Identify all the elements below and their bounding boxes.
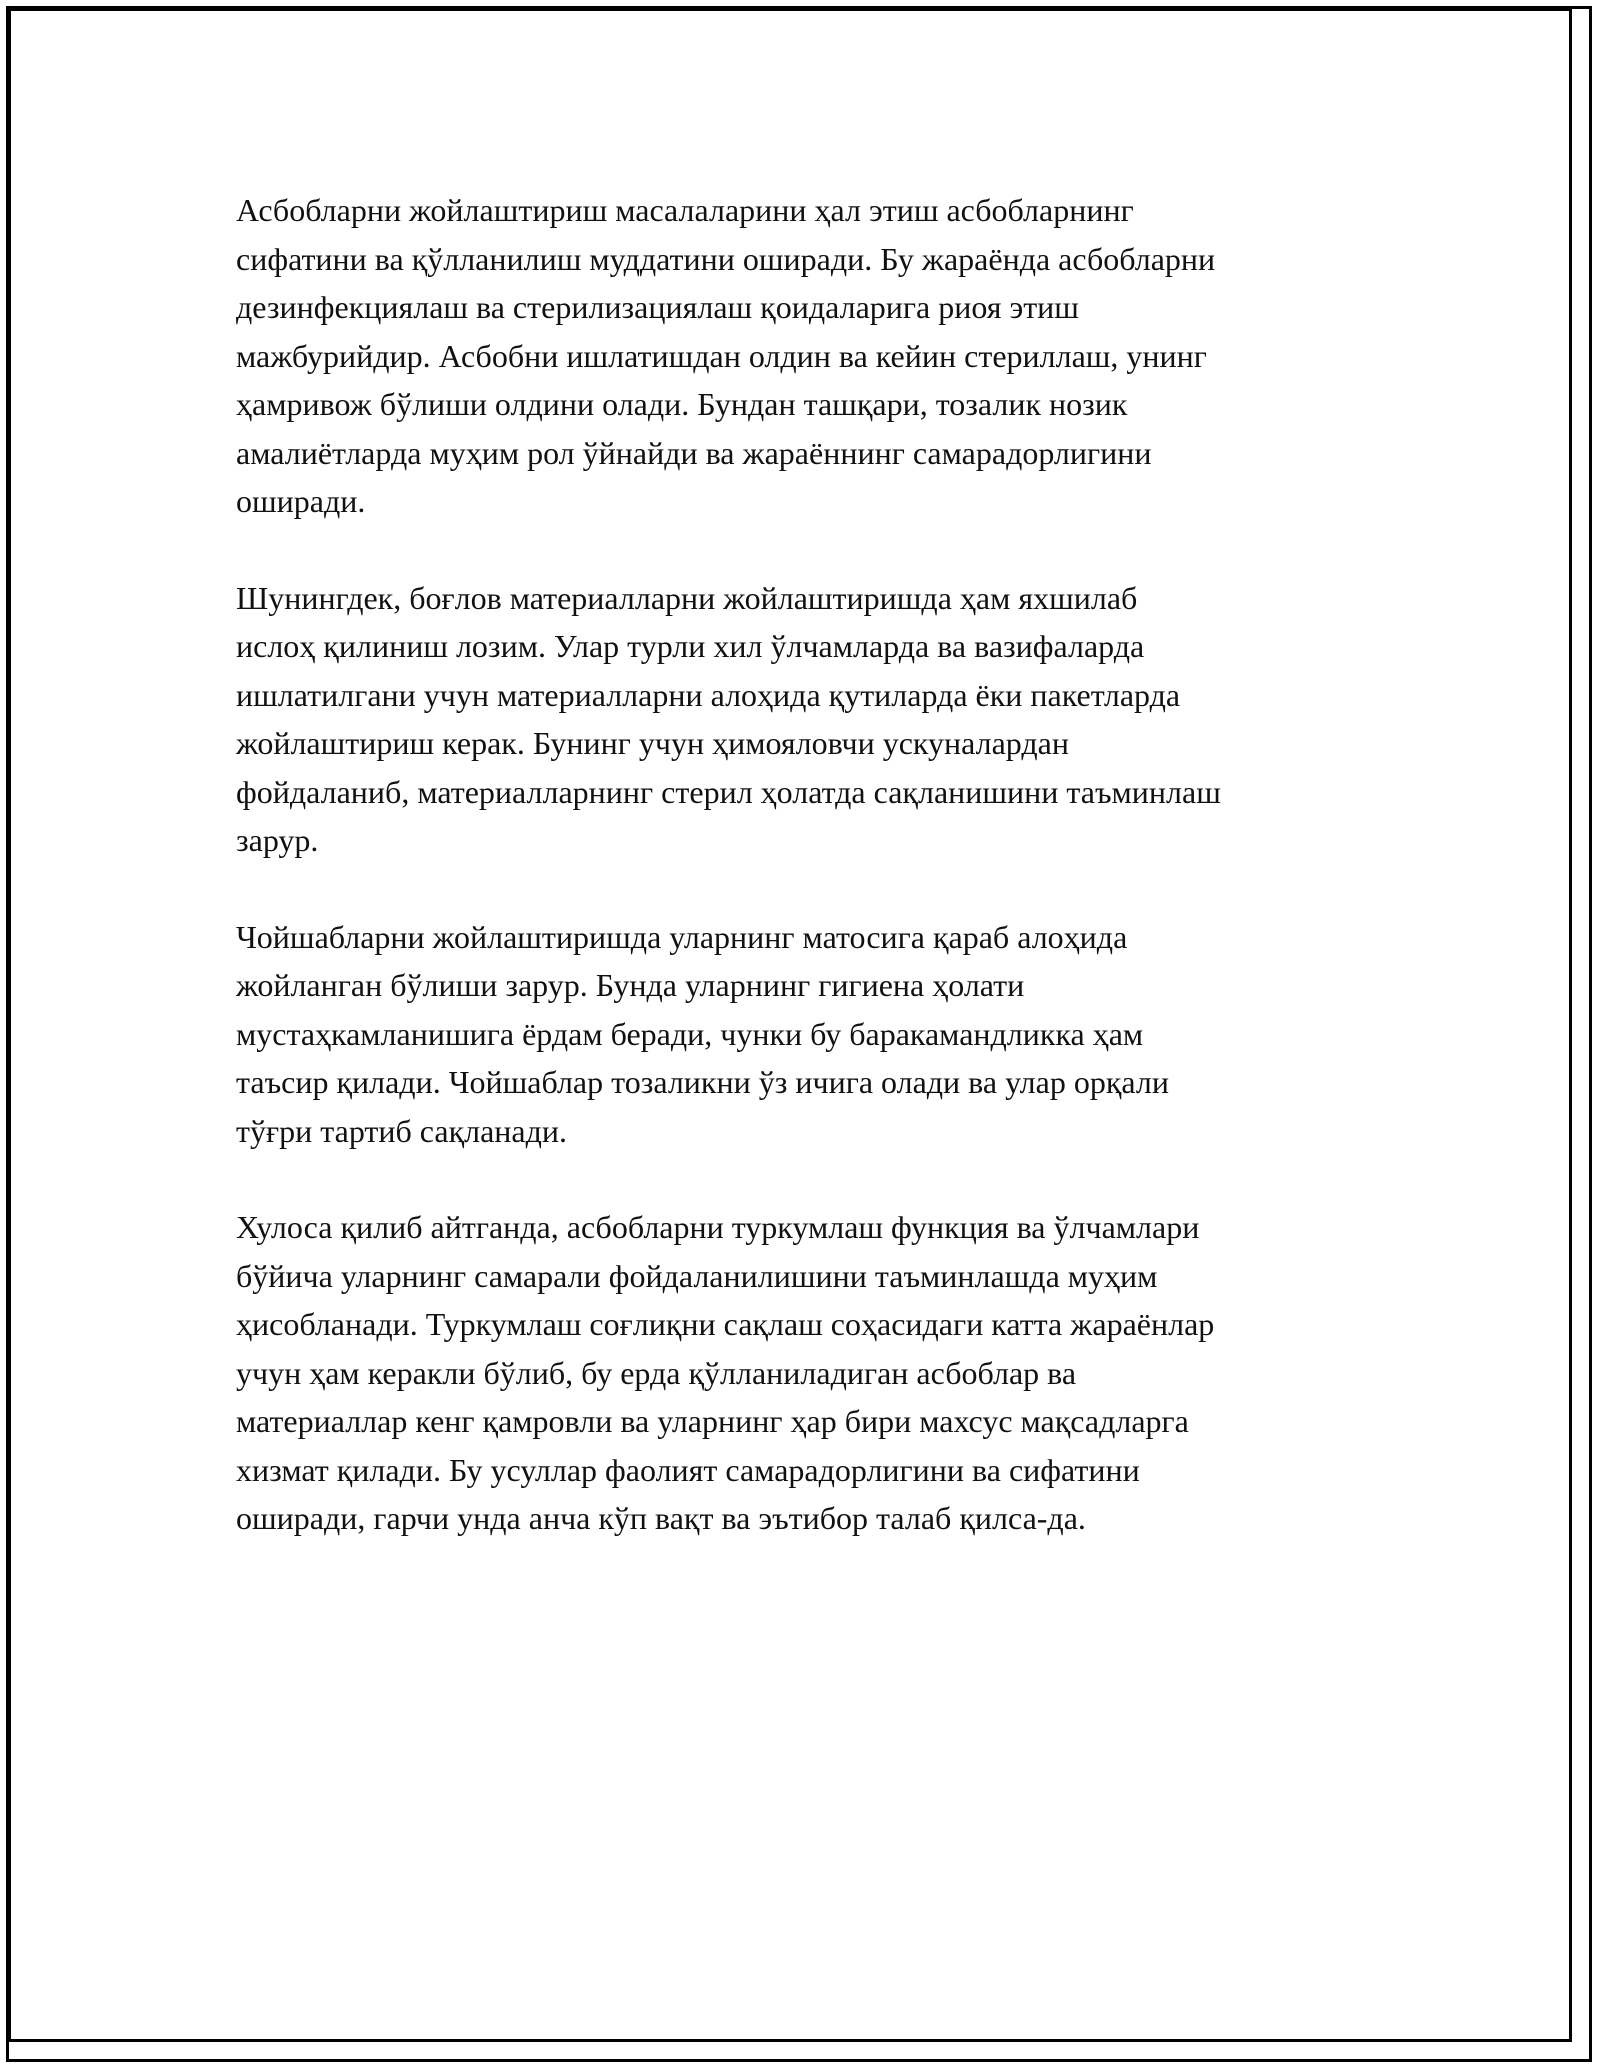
paragraph-line: Чойшабларни жойлаштиришда уларнинг матосига қараб алоҳида [236, 918, 1128, 955]
paragraph-line: бўйича уларнинг самарали фойдаланилишини таъминлашда муҳим [236, 1257, 1158, 1294]
paragraph-line: Шунингдек, боғлов материалларни жойлаштиришда ҳам яхшилаб [236, 579, 1138, 616]
paragraph-line: ҳисобланади. Туркумлаш соғлиқни сақлаш соҳасидаги катта жараёнлар [236, 1306, 1215, 1342]
paragraph-line: зарур. [236, 822, 319, 858]
paragraph-line: таъсир қилади. Чойшаблар тозаликни ўз ичига олади ва улар орқали [236, 1064, 1169, 1100]
paragraph-line: ҳамривож бўлиши олдини олади. Бундан ташқари, тозалик нозик [236, 386, 1128, 422]
paragraph-line: ишлатилгани учун материалларни алоҳида қутиларда ёки пакетларда [236, 676, 1181, 713]
document-body [236, 186, 1372, 1543]
paragraph-line: жойлаштириш керак. Бунинг учун ҳимояловчи ускуналардан [236, 725, 1069, 761]
paragraph-3 [236, 913, 1372, 1156]
paragraph-line: дезинфекциялаш ва стерилизациялаш қоидаларига риоя этиш [236, 289, 1079, 325]
paragraph-line: материаллар кенг қамровли ва уларнинг ҳар бири махсус мақсадларга [236, 1403, 1189, 1439]
paragraph-line: мажбурийдир. Асбобни ишлатишдан олдин ва кейин стериллаш, унинг [236, 337, 1207, 374]
paragraph-line: фойдаланиб, материалларнинг стерил ҳолатда сақланишини таъминлаш [236, 773, 1221, 810]
paragraph-line: ислоҳ қилиниш лозим. Улар турли хил ўлчамларда ва вазифаларда [236, 628, 1145, 664]
paragraph-line: Хулоса қилиб айтганда, асбобларни туркумлаш функция ва ўлчамлари [236, 1209, 1200, 1245]
paragraph-line: учун ҳам керакли бўлиб, бу ерда қўлланиладиган асбоблар ва [236, 1354, 1077, 1391]
paragraph-line: Асбобларни жойлаштириш масалаларини ҳал этиш асбобларнинг [236, 192, 1134, 228]
paragraph-line: жойланган бўлиши зарур. Бунда уларнинг гигиена ҳолати [236, 967, 1025, 1003]
paragraph-1 [236, 186, 1372, 526]
paragraph-4 [236, 1203, 1372, 1543]
paragraph-line: тўғри тартиб сақланади. [236, 1112, 568, 1149]
paragraph-line: амалиётларда муҳим рол ўйнайди ва жараённинг самарадорлигини [236, 434, 1152, 471]
paragraph-line: хизмат қилади. Бу усуллар фаолият самарадорлигини ва сифатини [236, 1451, 1140, 1488]
paragraph-line: оширади, гарчи унда анча кўп вақт ва эътибор талаб қилса-да. [236, 1500, 1086, 1536]
paragraph-line: мустаҳкамланишига ёрдам беради, чунки бу баракамандликка ҳам [236, 1015, 1144, 1052]
paragraph-line: оширади. [236, 483, 366, 519]
paragraph-2 [236, 574, 1372, 865]
paragraph-line: сифатини ва қўлланилиш муддатини оширади. Бу жараёнда асбобларни [236, 240, 1216, 277]
